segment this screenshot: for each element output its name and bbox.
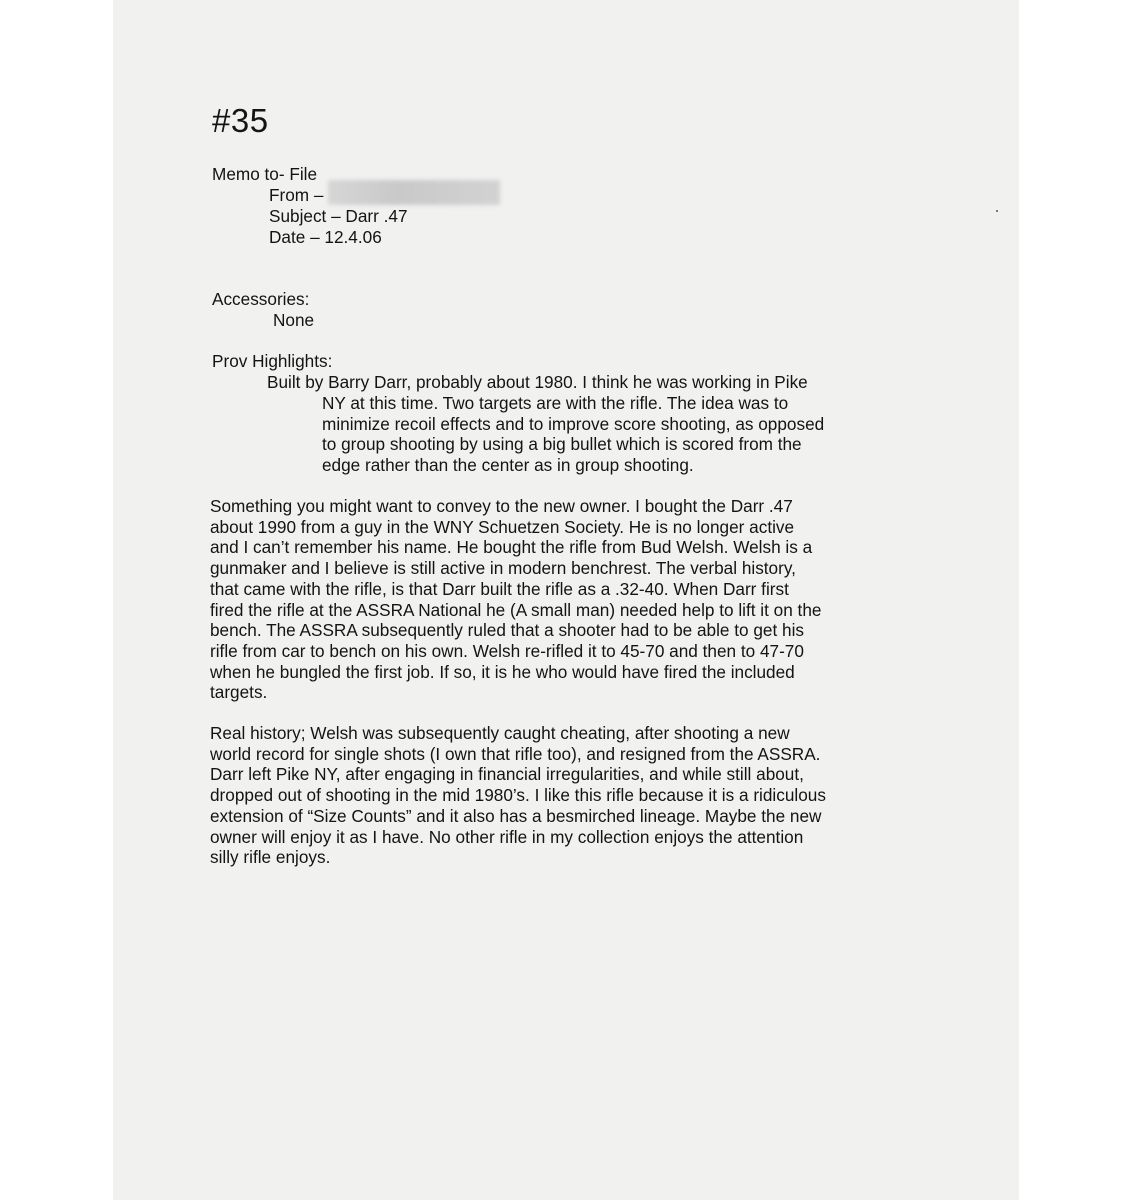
paragraph-line: and I can’t remember his name. He bought the rifle from Bud Welsh. Welsh is a [210,537,813,558]
prov-line: Built by Barry Darr, probably about 1980. I think he was working in Pike [267,372,808,392]
from-line: From – [269,185,324,205]
subject-line: Subject – Darr .47 [269,206,408,226]
paragraph-line: extension of “Size Counts” and it also has a besmirched lineage. Maybe the new [210,805,822,826]
paragraph-line: when he bungled the first job. If so, it is he who would have fired the included [210,661,795,682]
prov-highlights-continuation [322,393,824,476]
accessories-heading: Accessories: [212,289,310,309]
paragraph-line: Real history; Welsh was subsequently caught cheating, after shooting a new [210,723,790,743]
accessories-value: None [273,310,315,330]
memo-to-line: Memo to- File [212,164,318,184]
prov-highlights-heading: Prov Highlights: [212,351,333,371]
body-paragraph-2 [210,723,826,868]
paragraph-line: dropped out of shooting in the mid 1980’s. I like this rifle because it is a ridiculous [210,785,826,806]
paragraph-line: Something you might want to convey to the new owner. I bought the Darr .47 [210,496,793,516]
paragraph-line: bench. The ASSRA subsequently ruled that a shooter had to be able to get his [210,620,805,641]
document-number: #35 [212,102,269,139]
prov-line: to group shooting by using a big bullet which is scored from the [322,434,802,455]
redacted-name-blur [328,180,500,205]
body-paragraph-1 [210,496,821,703]
prov-highlights-first-line [267,372,808,393]
scanned-memo-page [113,0,1019,1200]
prov-line: edge rather than the center as in group shooting. [322,455,694,476]
paragraph-line: about 1990 from a guy in the WNY Schuetzen Society. He is no longer active [210,516,795,537]
paragraph-line: silly rifle enjoys. [210,847,331,868]
paragraph-line: targets. [210,682,268,703]
paragraph-line: owner will enjoy it as I have. No other rifle in my collection enjoys the attention [210,826,804,847]
paragraph-line: rifle from car to bench on his own. Welsh re-rifled it to 45-70 and then to 47-70 [210,640,804,661]
paragraph-line: world record for single shots (I own that rifle too), and resigned from the ASSRA. [210,743,821,764]
paragraph-line: that came with the rifle, is that Darr built the rifle as a .32-40. When Darr first [210,578,789,599]
prov-line: minimize recoil effects and to improve score shooting, as opposed [322,413,825,434]
paragraph-line: fired the rifle at the ASSRA National he (A small man) needed help to lift it on the [210,599,822,620]
scan-speck [996,210,998,212]
date-line: Date – 12.4.06 [269,227,382,247]
paragraph-line: Darr left Pike NY, after engaging in financial irregularities, and while still about, [210,764,804,785]
paragraph-line: gunmaker and I believe is still active in modern benchrest. The verbal history, [210,558,796,579]
prov-line: NY at this time. Two targets are with the rifle. The idea was to [322,393,789,413]
